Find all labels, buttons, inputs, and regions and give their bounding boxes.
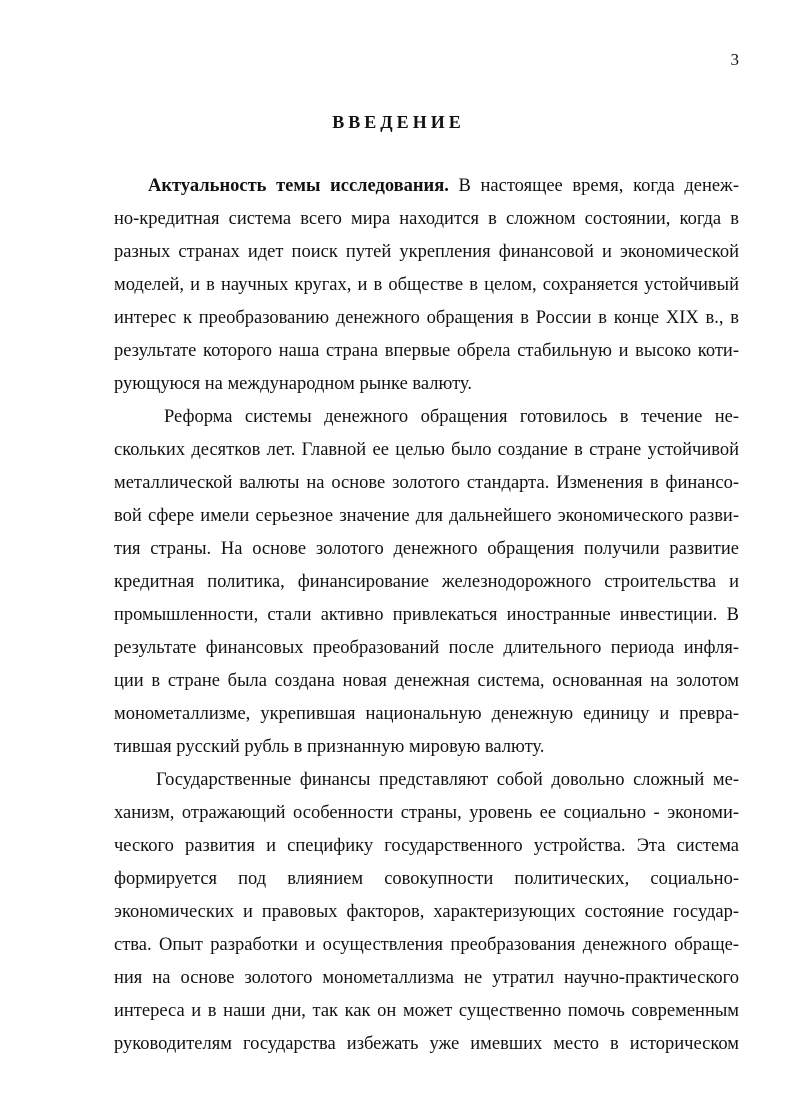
- text-line: Реформа системы денежного обращения готовилось в течение не-: [164, 407, 739, 427]
- text-line: рующуюся на международном рынке валюту.: [114, 374, 472, 394]
- text-line: ния на основе золотого монометаллизма не утратил научно-практического: [114, 968, 739, 988]
- text-line: результате финансовых преобразований после длительного периода инфля-: [114, 638, 739, 658]
- text-line: металлической валюты на основе золотого стандарта. Изменения в финансо-: [114, 473, 739, 493]
- text-line: промышленности, стали активно привлекаться иностранные инвестиции. В: [114, 605, 739, 625]
- text-line: ции в стране была создана новая денежная система, основанная на золотом: [114, 671, 739, 691]
- text-line: но-кредитная система всего мира находится в сложном состоянии, когда в: [114, 209, 739, 229]
- text-line: кредитная политика, финансирование железнодорожного строительства и: [114, 572, 739, 592]
- text-line: тия страны. На основе золотого денежного обращения получили развитие: [114, 539, 739, 559]
- text-line: Государственные финансы представляют собой довольно сложный ме-: [156, 770, 739, 790]
- lead-phrase: Актуальность темы исследования.: [148, 176, 449, 196]
- text-line: тившая русский рубль в признанную мировую валюту.: [114, 737, 545, 757]
- text-line: интерес к преобразованию денежного обращения в России в конце XIX в., в: [114, 308, 739, 328]
- text-line: экономических и правовых факторов, характеризующих состояние государ-: [114, 902, 739, 922]
- text-line: формируется под влиянием совокупности политических, социально-: [114, 869, 739, 889]
- text-line: ханизм, отражающий особенности страны, уровень ее социально - экономи-: [114, 803, 739, 823]
- text-line: руководителям государства избежать уже имевших место в историческом: [114, 1034, 739, 1054]
- paragraph-public-finance: [114, 764, 739, 1061]
- text-line: монометаллизме, укрепившая национальную денежную единицу и превра-: [114, 704, 739, 724]
- text-line: разных странах идет поиск путей укрепления финансовой и экономической: [114, 242, 739, 262]
- paragraph-relevance: [114, 170, 739, 401]
- text-line: ства. Опыт разработки и осуществления преобразования денежного обраще-: [114, 935, 739, 955]
- text-line: интереса и в наши дни, так как он может существенно помочь современным: [114, 1001, 739, 1021]
- text-line: результате которого наша страна впервые обрела стабильную и высоко коти-: [114, 341, 739, 361]
- text-line: моделей, и в научных кругах, и в обществе в целом, сохраняется устойчивый: [114, 275, 739, 295]
- paragraph-reform: [114, 401, 739, 764]
- text-line: ческого развития и специфику государственного устройства. Эта система: [114, 836, 739, 856]
- body-text: [114, 170, 739, 1061]
- page-number: 3: [730, 50, 739, 69]
- section-heading: ВВЕДЕНИЕ: [332, 112, 465, 132]
- text-line: вой сфере имели серьезное значение для дальнейшего экономического разви-: [114, 506, 739, 526]
- text-line: скольких десятков лет. Главной ее целью было создание в стране устойчивой: [114, 440, 739, 460]
- text-line: Актуальность темы исследования. В настоящее время, когда денеж-: [148, 176, 740, 196]
